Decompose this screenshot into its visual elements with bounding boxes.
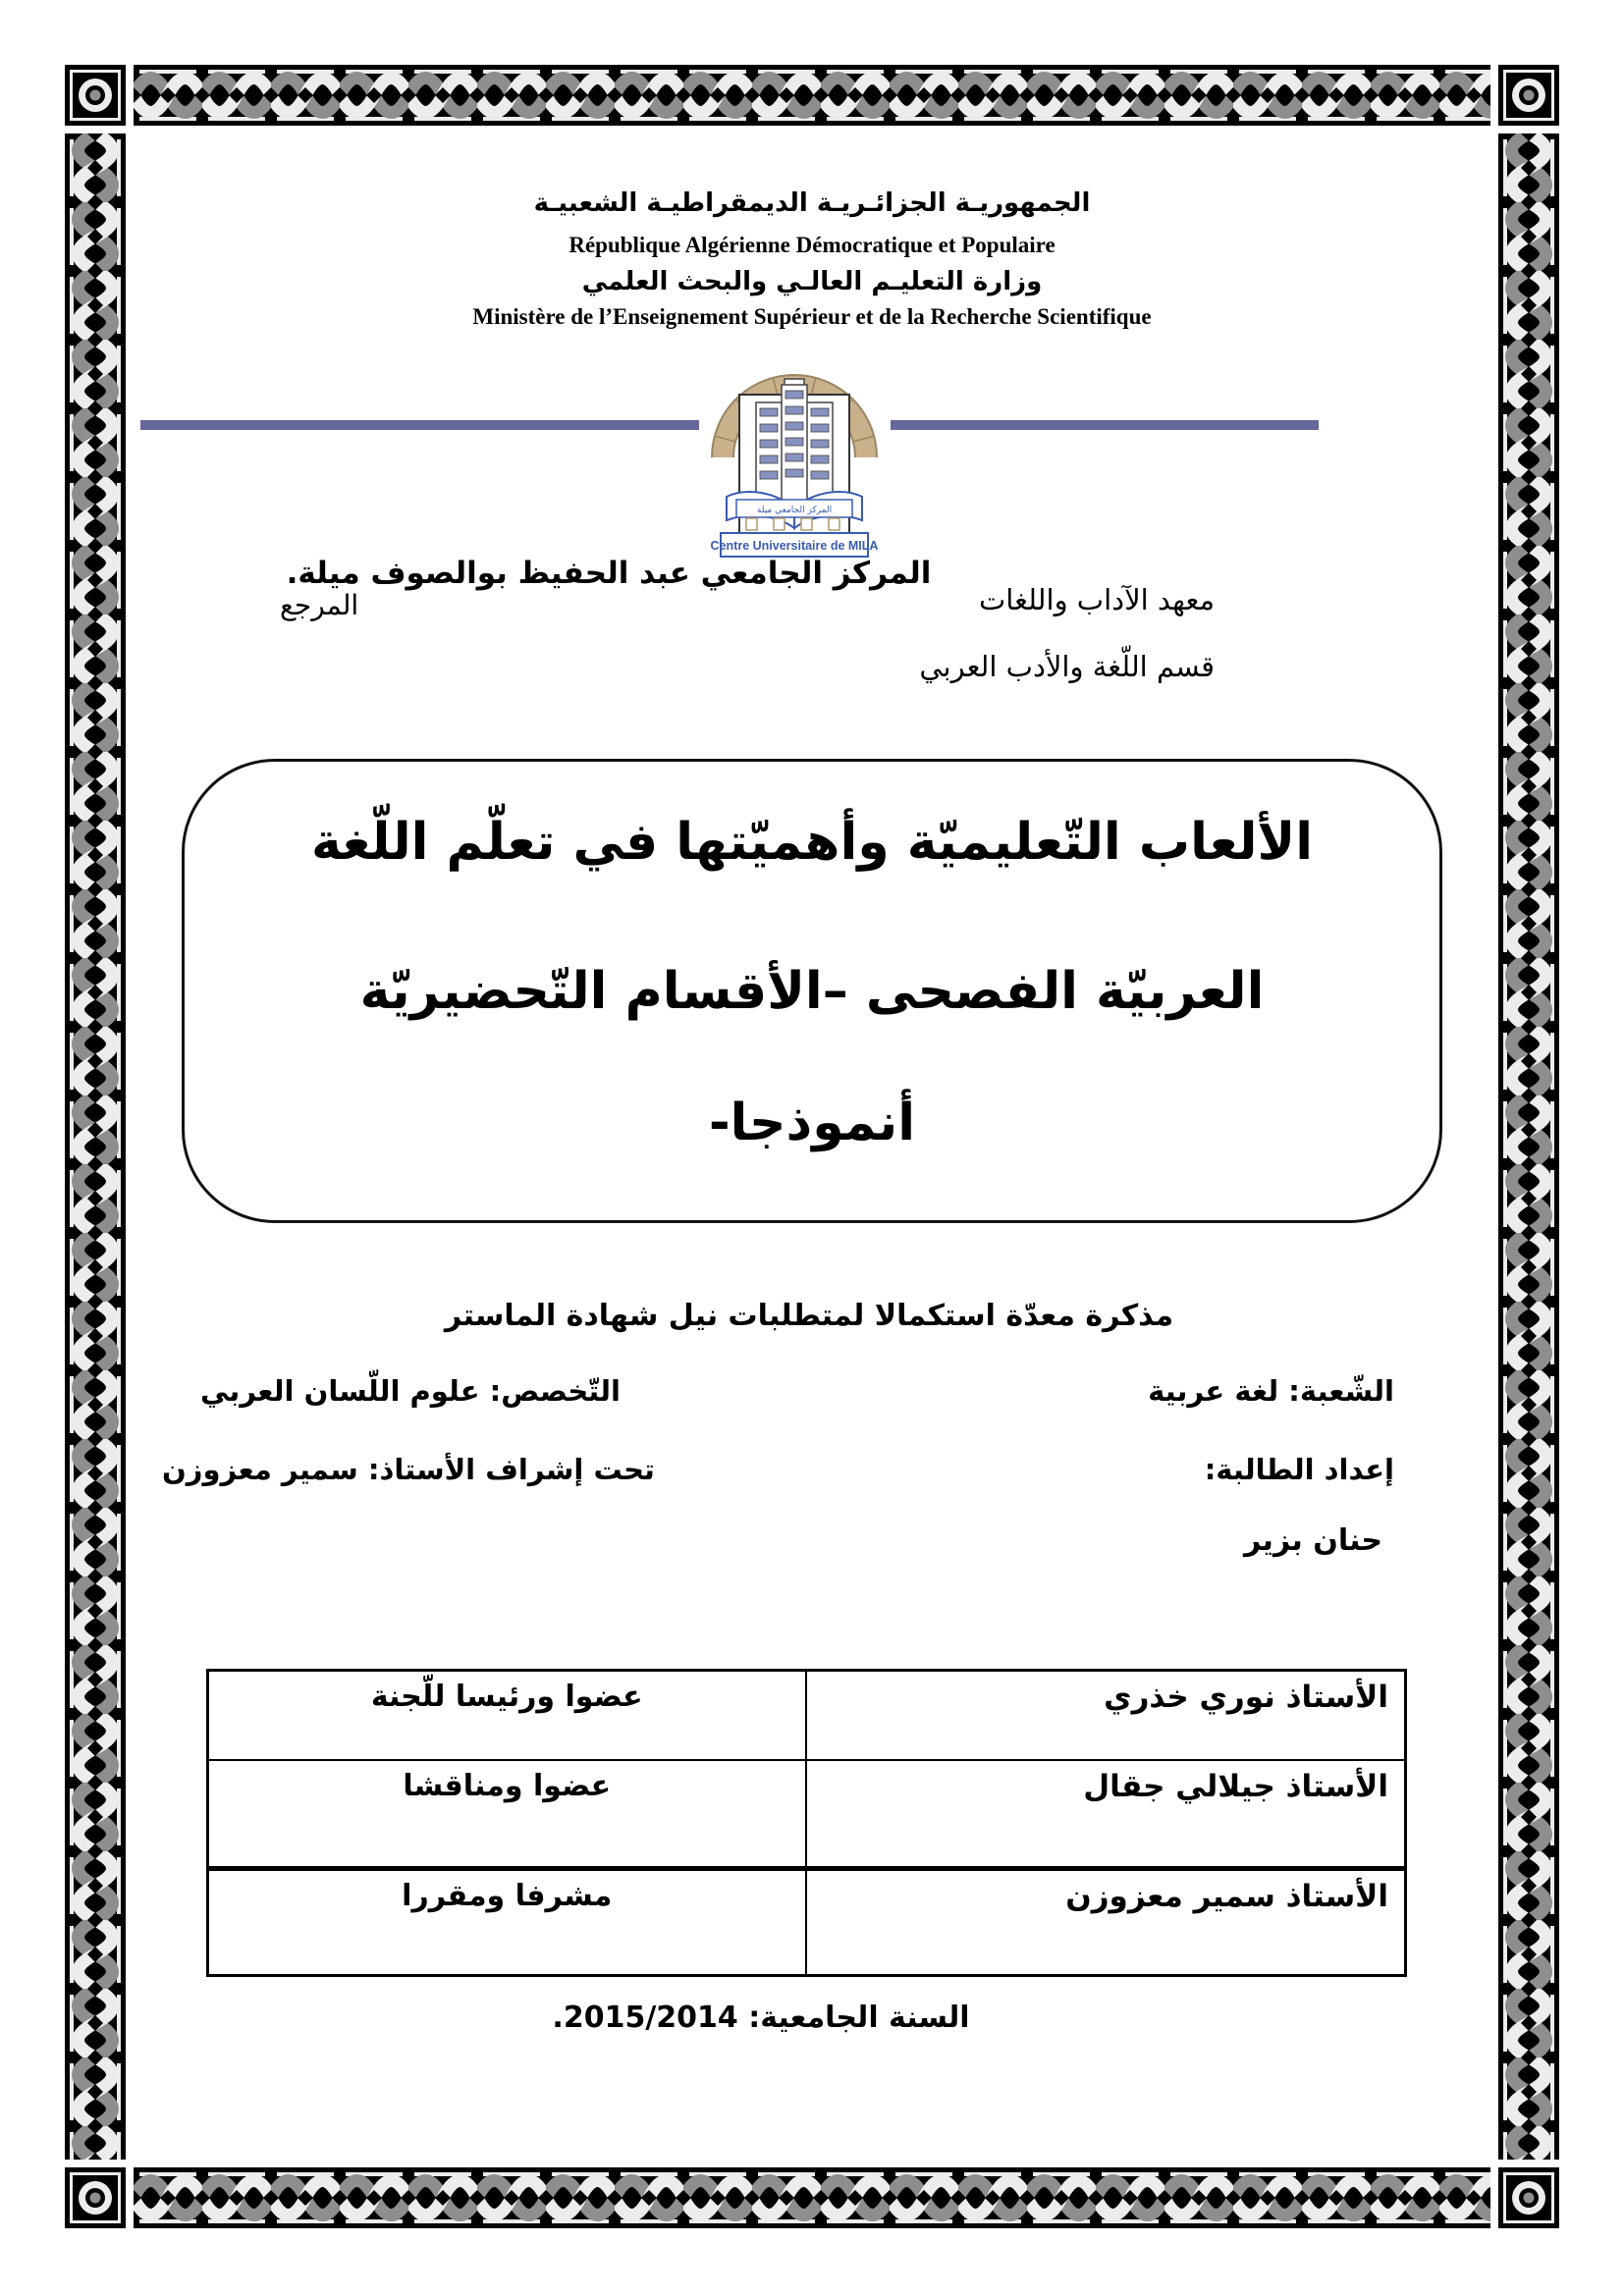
prepared-by-label: إعداد الطالبة:	[1204, 1453, 1394, 1486]
university-center-name: المركز الجامعي عبد الحفيظ بوالصوف ميلة.	[286, 556, 932, 591]
department-name: قسم اللّغة والأدب العربي	[919, 650, 1215, 683]
committee-member-name: الأستاذ نوري خذري	[806, 1671, 1406, 1761]
ministry-name-french: Ministère de l’Enseignement Supérieur et de la Recherche Scientifique	[472, 304, 1152, 329]
committee-row	[208, 1760, 1406, 1869]
memo-description: مذكرة معدّة استكمالا لمتطلبات نيل شهادة الماستر	[444, 1299, 1174, 1333]
republic-name-french: République Algérienne Démocratique et Populaire	[568, 233, 1056, 257]
logo-caption	[711, 533, 879, 557]
committee-member-role: عضوا ورئيسا للّجنة	[208, 1671, 806, 1761]
thesis-title-box	[182, 759, 1442, 1223]
logo-caption-text: Centre Universitaire de MILA	[710, 539, 879, 553]
committee-row	[208, 1869, 1406, 1976]
logo-book-label: المركز الجامعي ميلة	[756, 506, 833, 515]
university-logo	[699, 340, 891, 558]
republic-name-arabic: الجمهوريـة الجزائـريـة الديمقراطيـة الشعبيـة	[533, 188, 1091, 218]
thesis-title-line-3: أنموذجا-	[708, 1094, 916, 1152]
thesis-title-line-1: الألعاب التّعليميّة وأهميّتها في تعلّم اللّغة	[310, 813, 1314, 872]
specialty-field: التّخصص: علوم اللّسان العربي	[200, 1374, 621, 1408]
academic-year: السنة الجامعية: 2015/2014.	[552, 2001, 970, 2035]
committee-member-name: الأستاذ سمير معزوزن	[806, 1869, 1406, 1976]
institute-name: معهد الآداب واللغات	[978, 583, 1215, 616]
committee-member-role: مشرفا ومقررا	[208, 1869, 806, 1976]
committee-row	[208, 1671, 1406, 1761]
committee-member-role: عضوا ومناقشا	[208, 1760, 806, 1869]
student-name: حنان بزير	[1243, 1523, 1382, 1558]
committee-member-name: الأستاذ جيلالي جقال	[806, 1760, 1406, 1869]
branch-field: الشّعبة: لغة عربية	[1148, 1374, 1394, 1408]
committee-table	[206, 1669, 1407, 1977]
reference-label: المرجع	[280, 589, 359, 621]
ministry-name-arabic: وزارة التعليـم العالـي والبحث العلمي	[581, 267, 1043, 296]
supervisor-field: تحت إشراف الأستاذ: سمير معزوزن	[162, 1453, 655, 1486]
thesis-title-line-2: العربيّة الفصحى –الأقسام التّحضيريّة	[359, 962, 1265, 1021]
